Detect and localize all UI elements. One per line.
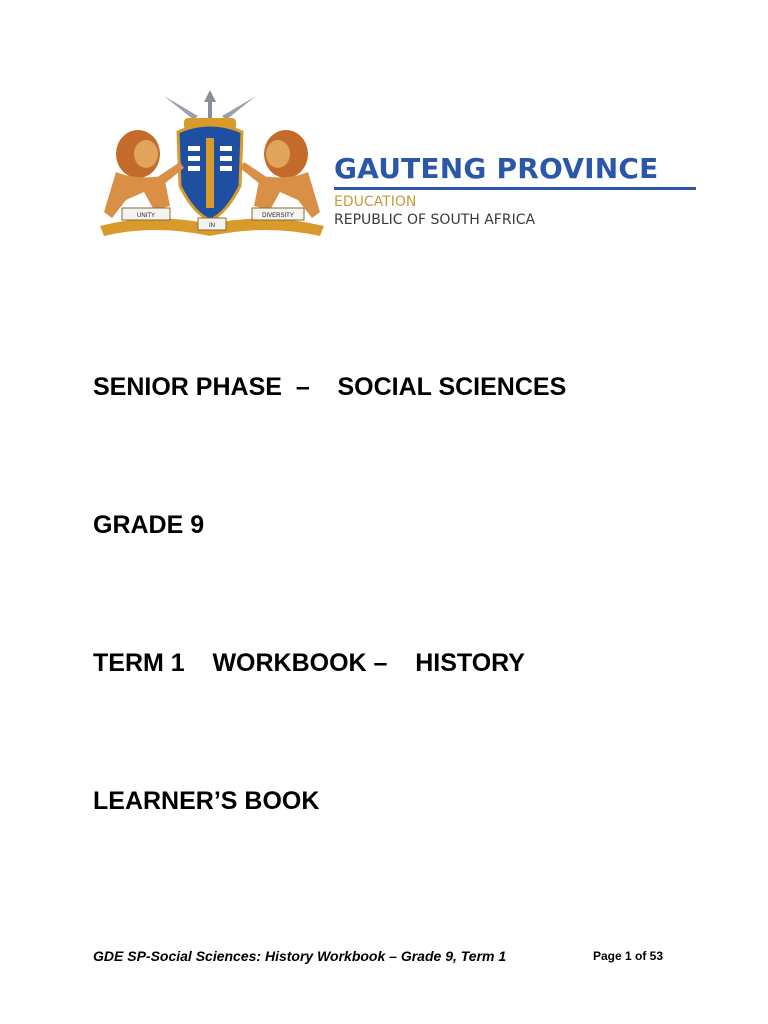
brand-divider xyxy=(334,187,696,190)
province-title: GAUTENG PROVINCE xyxy=(334,152,659,185)
phase-heading: SENIOR PHASE – SOCIAL SCIENCES xyxy=(93,373,567,401)
footer-title: GDE SP-Social Sciences: History Workbook – Grade 9, Term 1 xyxy=(93,948,507,964)
page-footer xyxy=(93,946,693,966)
grade-heading: GRADE 9 xyxy=(93,511,205,539)
coat-of-arms-icon xyxy=(94,88,330,240)
country-name: REPUBLIC OF SOUTH AFRICA xyxy=(334,212,536,228)
motto-diversity: DIVERSITY xyxy=(262,213,294,219)
gauteng-logo xyxy=(94,88,698,240)
page-number: Page 1 of 53 xyxy=(593,949,664,963)
motto-in: IN xyxy=(209,223,215,229)
motto-unity: UNITY xyxy=(137,213,155,219)
term-heading: TERM 1 WORKBOOK – HISTORY xyxy=(93,649,525,677)
department-name: EDUCATION xyxy=(334,194,417,210)
brand-text xyxy=(334,152,696,229)
book-heading: LEARNER’S BOOK xyxy=(93,787,320,815)
